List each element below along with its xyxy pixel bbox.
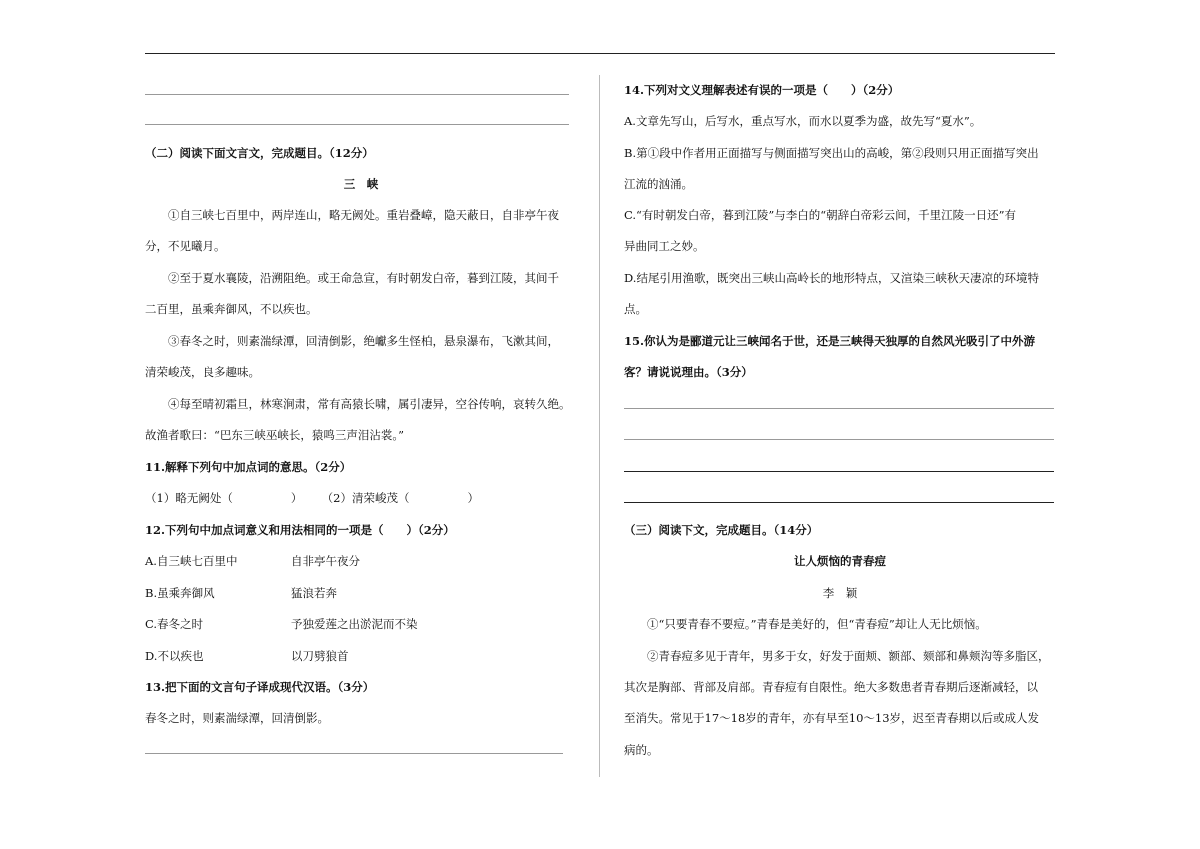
question-11: 11.解释下列句中加点词的意思。（2分） bbox=[145, 460, 352, 474]
paragraph-line: 其次是胸部、背部及肩部。青春痘有自限性。绝大多数患者青春期后逐渐减轻，以 bbox=[624, 680, 1038, 694]
paragraph-line: ①自三峡七百里中，两岸连山，略无阙处。重岩叠嶂，隐天蔽日，自非亭午夜 bbox=[168, 208, 559, 222]
paragraph-line: ②至于夏水襄陵，沿溯阻绝。或王命急宣，有时朝发白帝，暮到江陵，其间千 bbox=[168, 271, 559, 285]
paragraph-line: ②青春痘多见于青年，男多于女，好发于面颊、额部、颏部和鼻颊沟等多脂区， bbox=[647, 649, 1050, 663]
question-15: 客？请说说理由。（3分） bbox=[624, 365, 753, 379]
header-rule bbox=[145, 53, 1055, 54]
answer-line bbox=[624, 408, 1054, 409]
section-heading: （三）阅读下文，完成题目。（14分） bbox=[624, 523, 819, 537]
paragraph-line: 故渔者歌曰：“巴东三峡巫峡长，猿鸣三声泪沾裳。” bbox=[145, 428, 405, 442]
passage-title: 三 峡 bbox=[343, 177, 379, 191]
option-row: B.虽乘奔御风 猛浪若奔 bbox=[145, 586, 337, 600]
option-line: A.文章先写山，后写水，重点写水，而水以夏季为盛，故先写“夏水”。 bbox=[624, 114, 982, 128]
column-divider bbox=[599, 75, 600, 777]
section-heading: （二）阅读下面文言文，完成题目。（12分） bbox=[145, 146, 374, 160]
paragraph-line: 病的。 bbox=[624, 743, 659, 757]
option-line: B.第①段中作者用正面描写与侧面描写突出山的高峻，第②段则只用正面描写突出 bbox=[624, 146, 1039, 160]
question-13: 13.把下面的文言句子译成现代汉语。（3分） bbox=[145, 680, 375, 694]
article-title: 让人烦恼的青春痘 bbox=[794, 554, 886, 568]
option-line: 江流的汹涌。 bbox=[624, 177, 693, 191]
paragraph-line: 至消失。常见于17～18岁的青年，亦有早至10～13岁，迟至青春期以后或成人发 bbox=[624, 711, 1040, 725]
paragraph-line: 分，不见曦月。 bbox=[145, 239, 226, 253]
option-line: D.结尾引用渔歌，既突出三峡山高岭长的地形特点，又渲染三峡秋天凄凉的环境特 bbox=[624, 271, 1039, 285]
paragraph-line: 清荣峻茂，良多趣味。 bbox=[145, 365, 260, 379]
answer-line bbox=[145, 94, 569, 95]
option-line: 点。 bbox=[624, 302, 647, 316]
option-row: C.春冬之时 予独爱莲之出淤泥而不染 bbox=[145, 617, 418, 631]
answer-line bbox=[624, 471, 1054, 472]
question-15: 15.你认为是郦道元让三峡闻名于世，还是三峡得天独厚的自然风光吸引了中外游 bbox=[624, 334, 1036, 348]
option-line: C.“有时朝发白帝，暮到江陵”与李白的“朝辞白帝彩云间，千里江陵一日还”有 bbox=[624, 208, 1017, 222]
question-11-items: （1）略无阙处（ ） （2）清荣峻茂（ ） bbox=[145, 491, 479, 505]
answer-line bbox=[145, 753, 563, 754]
option-row: A.自三峡七百里中 自非亭午夜分 bbox=[145, 554, 360, 568]
paragraph-line: ④每至晴初霜旦，林寒涧肃，常有高猿长啸，属引凄异，空谷传响，哀转久绝。 bbox=[168, 397, 571, 411]
answer-line bbox=[145, 124, 569, 125]
question-14: 14.下列对文义理解表述有误的一项是（ ）（2分） bbox=[624, 83, 900, 97]
q11-item-1: （1）略无阙处（ bbox=[145, 491, 233, 505]
paragraph-line: 二百里，虽乘奔御风，不以疾也。 bbox=[145, 302, 318, 316]
option-row: D.不以疾也 以刀劈狼首 bbox=[145, 649, 349, 663]
question-12: 12.下列句中加点词意义和用法相同的一项是（ ）（2分） bbox=[145, 523, 455, 537]
paragraph-line: ③春冬之时，则素湍绿潭，回清倒影，绝巘多生怪柏，悬泉瀑布，飞漱其间， bbox=[168, 334, 559, 348]
answer-line bbox=[624, 439, 1054, 440]
answer-line bbox=[624, 502, 1054, 503]
question-13-sentence: 春冬之时，则素湍绿潭，回清倒影。 bbox=[145, 711, 329, 725]
article-author: 李 颖 bbox=[822, 586, 858, 600]
q11-item-2: （2）清荣峻茂（ bbox=[321, 491, 410, 505]
option-line: 异曲同工之妙。 bbox=[624, 239, 705, 253]
paragraph-line: ①“只要青春不要痘。”青春是美好的，但“青春痘”却让人无比烦恼。 bbox=[647, 617, 987, 631]
